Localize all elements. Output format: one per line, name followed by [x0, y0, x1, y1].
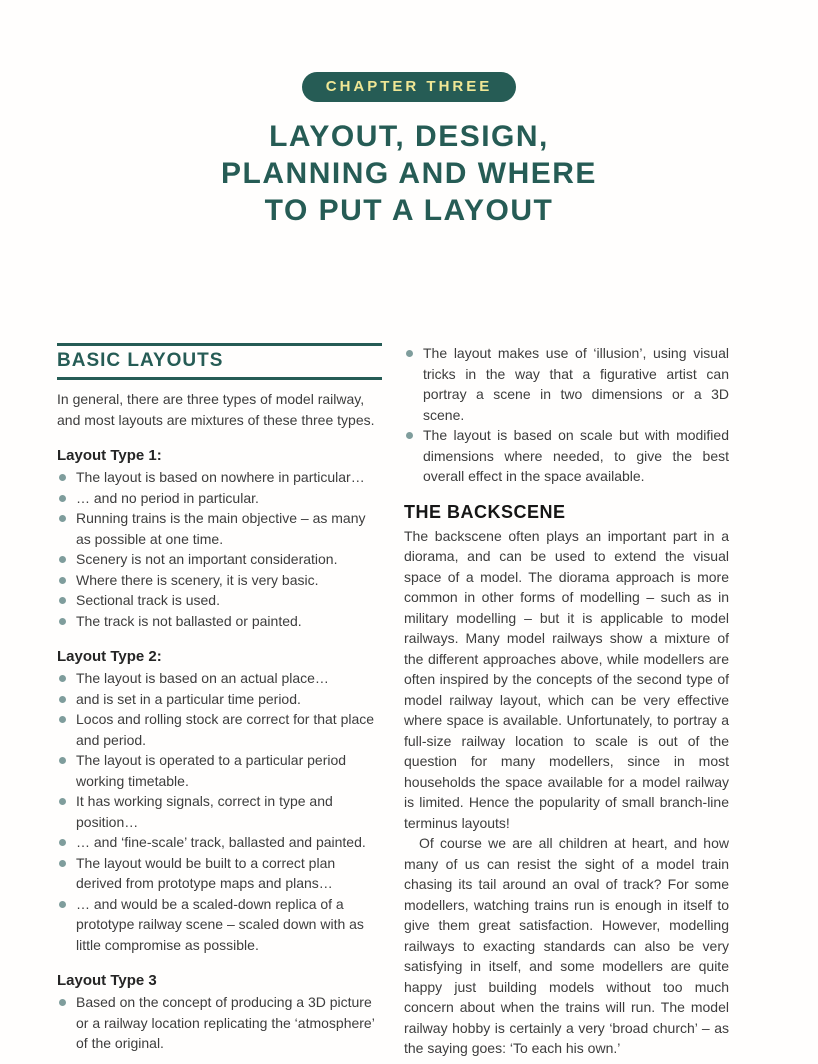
bullet-icon	[59, 597, 66, 604]
continued-bullet-list	[404, 343, 729, 487]
right-column	[404, 343, 729, 1059]
list-item	[57, 668, 382, 689]
bullet-text: The layout is based on an actual place…	[76, 670, 329, 686]
bullet-icon	[59, 798, 66, 805]
bullet-icon	[59, 515, 66, 522]
bullet-icon	[59, 716, 66, 723]
left-column	[57, 343, 382, 1059]
bullet-text: Running trains is the main objective – as many as possible at one time.	[76, 510, 366, 547]
bullet-icon	[59, 839, 66, 846]
page-header	[0, 0, 818, 229]
list-item	[404, 425, 729, 487]
list-item	[57, 508, 382, 549]
backscene-paragraph-2: Of course we are all children at heart, and how many of us can resist the sight of a model train chasing its tail around an oval of track? For some modellers, watching trains run is enough in itself to give them great satisfaction. However, modelling railways to exacting standards can also be very satisfying in itself, and some modellers are quite happy just building models without too much concern about when the trains will run. The model railway hobby is certainly a very ‘broad church’ – as the saying goes: ‘To each his own.’	[404, 835, 729, 1056]
list-item	[57, 853, 382, 894]
bullet-icon	[406, 432, 413, 439]
bullet-text: The layout makes use of ‘illusion’, using visual tricks in the way that a figurative artist can portray a scene in two dimensions or a 3D scene.	[423, 345, 729, 423]
chapter-badge: CHAPTER THREE	[302, 72, 517, 102]
bullet-text: Locos and rolling stock are correct for that place and period.	[76, 711, 375, 748]
bullet-icon	[59, 696, 66, 703]
section-heading-text: BASIC LAYOUTS	[57, 350, 224, 371]
bullet-icon	[59, 495, 66, 502]
list-item	[57, 832, 382, 853]
bullet-icon	[59, 901, 66, 908]
bullet-text: The layout is based on nowhere in particular…	[76, 469, 365, 485]
page-title	[0, 118, 818, 229]
bullet-icon	[59, 675, 66, 682]
bullet-text: Scenery is not an important consideration.	[76, 551, 338, 567]
list-item	[57, 750, 382, 791]
bullet-icon	[59, 757, 66, 764]
bullet-icon	[59, 860, 66, 867]
layout-type-2-heading: Layout Type 2:	[57, 648, 162, 665]
section-heading-the-backscene: THE BACKSCENE	[404, 501, 566, 522]
page-title-line: TO PUT A LAYOUT	[264, 194, 554, 227]
bullet-icon	[59, 618, 66, 625]
layout-type-1-heading: Layout Type 1:	[57, 447, 162, 464]
list-item	[57, 467, 382, 488]
bullet-text: The layout is operated to a particular period working timetable.	[76, 752, 347, 789]
list-item	[57, 791, 382, 832]
list-item	[57, 689, 382, 710]
bullet-icon	[59, 474, 66, 481]
bullet-text: and is set in a particular time period.	[76, 690, 301, 707]
bullet-text: The layout is based on scale but with modified dimensions where needed, to give the best overall effect in the space available.	[423, 427, 729, 484]
two-column-body	[57, 229, 761, 1059]
backscene-paragraph-1: The backscene often plays an important part in a diorama, and can be used to extend the visual space of a model. The diorama approach is more common in other forms of modelling – such as in military modelling – but it is applicable to model railways. Many model railways show a mixture of the different approaches above, while modellers are often inspired by the concepts of the second type of model railway layout, which can be very effective where space is available. Unfortunately, to portray a full-size railway location to scale is out of the question for many modellers, since in most households the space available for a model railway is limited. Hence the popularity of small branch-line terminus layouts!	[404, 527, 729, 831]
list-item	[57, 992, 382, 1054]
bullet-text: Based on the concept of producing a 3D picture or a railway location replicating the ‘atmosphere’ of the original.	[76, 994, 375, 1051]
bullet-text: It has working signals, correct in type and position…	[76, 793, 333, 830]
bullet-text: Sectional track is used.	[76, 592, 220, 608]
bullet-text: … and would be a scaled-down replica of a prototype railway scene – scaled down with as little compromise as possible.	[76, 895, 364, 953]
section-heading-basic-layouts	[57, 343, 382, 380]
intro-paragraph: In general, there are three types of model railway, and most layouts are mixtures of these three types.	[57, 391, 375, 428]
list-item	[57, 570, 382, 591]
bullet-text: The layout would be built to a correct plan derived from prototype maps and plans…	[76, 854, 336, 891]
list-item	[57, 894, 382, 956]
list-item	[57, 611, 382, 632]
layout-type-3-heading: Layout Type 3	[57, 972, 157, 989]
list-item	[57, 590, 382, 611]
bullet-text: The track is not ballasted or painted.	[76, 612, 302, 629]
layout-type-3-list	[57, 992, 382, 1054]
list-item	[57, 709, 382, 750]
bullet-icon	[406, 350, 413, 357]
bullet-text: Where there is scenery, it is very basic.	[76, 571, 319, 588]
bullet-text: … and ‘fine-scale’ track, ballasted and painted.	[76, 834, 366, 850]
list-item	[404, 343, 729, 425]
list-item	[57, 488, 382, 509]
bullet-icon	[59, 556, 66, 563]
list-item	[57, 549, 382, 570]
layout-type-2-list	[57, 668, 382, 955]
page-title-line: LAYOUT, DESIGN,	[269, 120, 549, 153]
layout-type-1-list	[57, 467, 382, 631]
bullet-icon	[59, 577, 66, 584]
bullet-icon	[59, 999, 66, 1006]
bullet-text: … and no period in particular.	[76, 489, 259, 506]
page-title-line: PLANNING AND WHERE	[221, 157, 597, 190]
